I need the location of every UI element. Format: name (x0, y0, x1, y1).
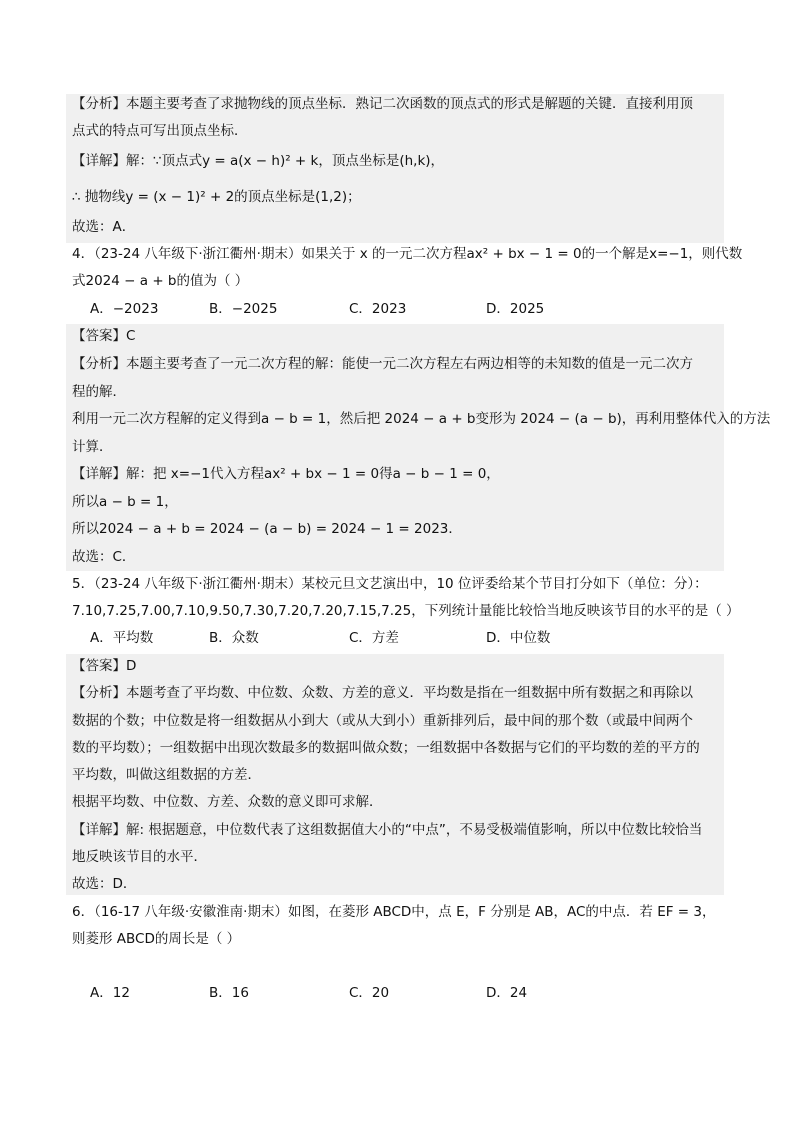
detail-q4-line1: 【详解】解：把 x=−1代入方程ax² + bx − 1 = 0得a − b − 1 = 0， (72, 466, 500, 482)
analysis-q5-line1: 【分析】本题考查了平均数、中位数、众数、方差的意义．平均数是指在一组数据中所有数据之和再除以 (72, 685, 693, 701)
analysis-q5-line2: 数据的个数；中位数是将一组数据从小到大（或从大到小）重新排列后，最中间的那个数（或最中间两个 (72, 713, 693, 729)
q5-option-c: C．方差 (349, 630, 399, 646)
answer-choice-q3: 故选：A． (72, 219, 136, 235)
question-6-line1: 6．（16-17 八年级·安徽淮南·期末）如图，在菱形 ABCD中，点 E，F 分别是 AB，AC的中点．若 EF = 3， (72, 904, 716, 920)
q5-option-d: D．中位数 (486, 630, 551, 646)
analysis-q4-line2: 程的解． (72, 384, 126, 400)
question-5-line1: 5．（23-24 八年级下·浙江衢州·期末）某校元旦文艺演出中，10 位评委给某个节目打分如下（单位：分）： (72, 576, 708, 592)
q6-option-c: C．20 (349, 985, 390, 1001)
q4-option-b: B．−2025 (209, 301, 278, 317)
analysis-q4-line3: 利用一元二次方程解的定义得到a − b = 1，然后把 2024 − a + b变形为 2024 − (a − b)，再利用整体代入的方法 (72, 411, 771, 427)
analysis-q3-line1: 【分析】本题主要考查了求抛物线的顶点坐标．熟记二次函数的顶点式的形式是解题的关键．直接利用顶 (72, 96, 693, 112)
q6-option-a: A．12 (90, 985, 130, 1001)
q4-option-a: A．−2023 (90, 301, 159, 317)
q6-option-b: B．16 (209, 985, 249, 1001)
analysis-q5-line3: 数的平均数）；一组数据中出现次数最多的数据叫做众数；一组数据中各数据与它们的平均数的差的平方的 (72, 740, 700, 756)
detail-q4-line2: 所以a − b = 1， (72, 494, 178, 510)
analysis-q5-line5: 根据平均数、中位数、方差、众数的意义即可求解． (72, 794, 383, 810)
question-4-line2: 式2024 − a + b的值为（ ） (72, 273, 249, 289)
answer-choice-q4: 故选：C． (72, 549, 136, 565)
q5-option-a: A．平均数 (90, 630, 154, 646)
answer-q5: 【答案】D (72, 658, 137, 674)
analysis-q3-line2: 点式的特点可写出顶点坐标． (72, 123, 248, 139)
q4-option-c: C．2023 (349, 301, 407, 317)
answer-q4: 【答案】C (72, 328, 136, 344)
answer-choice-q5: 故选：D． (72, 876, 137, 892)
analysis-q4-line4: 计算． (72, 439, 113, 455)
analysis-q4-line1: 【分析】本题主要考查了一元二次方程的解：能使一元二次方程左右两边相等的未知数的值是一元二次方 (72, 356, 693, 372)
q5-option-b: B．众数 (209, 630, 259, 646)
q4-option-d: D．2025 (486, 301, 545, 317)
detail-q3-line2: ∴ 抛物线y = (x − 1)² + 2的顶点坐标是(1,2)； (72, 189, 361, 205)
detail-q4-line3: 所以2024 − a + b = 2024 − (a − b) = 2024 − 1 = 2023． (72, 521, 462, 537)
detail-q3-line1: 【详解】解：∵顶点式y = a(x − h)² + k，顶点坐标是(h,k)， (72, 153, 445, 169)
detail-q5-line1: 【详解】解: 根据题意，中位数代表了这组数据值大小的“中点”，不易受极端值影响，所以中位数比较恰当 (72, 822, 703, 838)
question-4-line1: 4．（23-24 八年级下·浙江衢州·期末）如果关于 x 的一元二次方程ax² + bx − 1 = 0的一个解是x=−1，则代数 (72, 246, 743, 262)
analysis-q5-line4: 平均数，叫做这组数据的方差． (72, 767, 261, 783)
question-6-line2: 则菱形 ABCD的周长是（ ） (72, 931, 241, 947)
detail-q5-line2: 地反映该节目的水平． (72, 849, 207, 865)
q6-option-d: D．24 (486, 985, 528, 1001)
question-5-line2: 7.10,7.25,7.00,7.10,9.50,7.30,7.20,7.20,7.15,7.25，下列统计量能比较恰当地反映该节目的水平的是（ ） (72, 603, 740, 619)
